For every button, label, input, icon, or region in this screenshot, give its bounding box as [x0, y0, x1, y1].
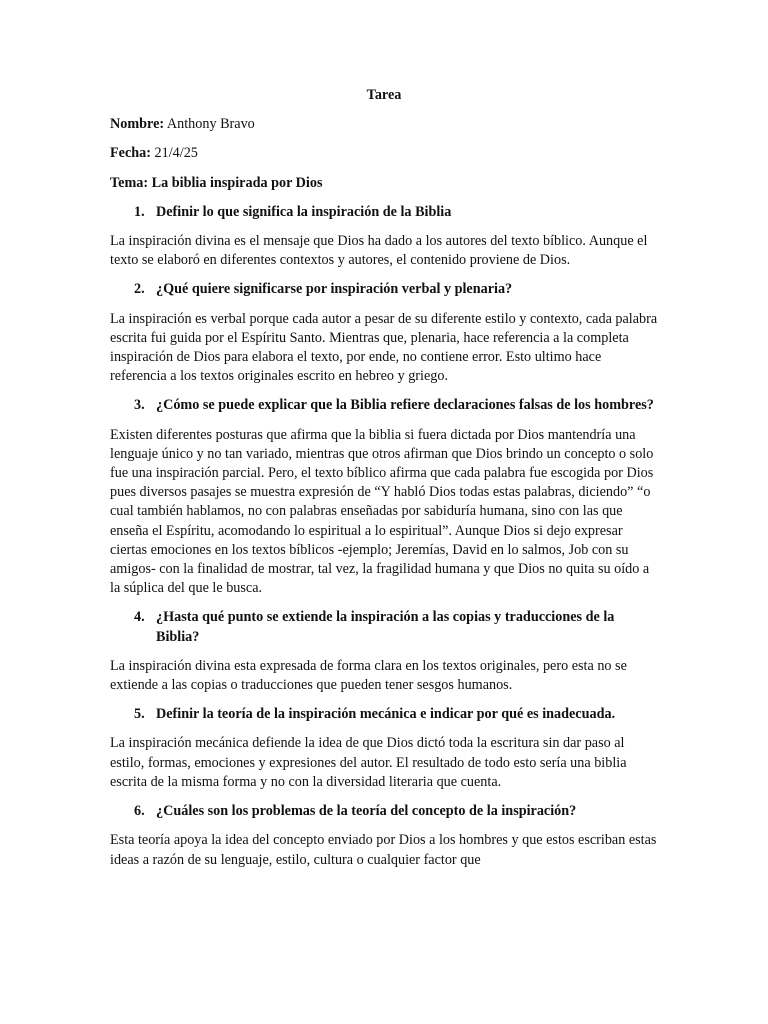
question-number: 3. — [134, 397, 145, 414]
question-6 — [110, 802, 658, 821]
name-line — [110, 115, 658, 134]
answer-2: La inspiración es verbal porque cada autor a pesar de su diferente estilo y contexto, cada palabra escrita fui guida por el Espíritu Santo. Mientras que, plenaria, hace referencia a la completa inspiración de Dios para elabora el texto, por ende, no contiene error. Esto ultimo hace referencia a los textos originales escrito en hebreo y griego. — [110, 310, 658, 385]
answer-3: Existen diferentes posturas que afirma que la biblia si fuera dictada por Dios mantendría una lenguaje único y no tan variado, mientras que otros afirman que Dios brindo un concepto o solo fue una inspiración parcial. Pero, el texto bíblico afirma que cada palabra fue escogida por Dios pues diversos pasajes se muestra expresión de “Y habló Dios todas estas palabras, diciendo” “o cual también hablamos, no con palabras enseñadas por sabiduría humana, sino con las que enseña el Espíritu, acomodando lo espiritual a lo espiritual”. Aunque Dios si dejo expresar ciertas emociones en los textos bíblicos -ejemplo; Jeremías, David en lo salmos, Job con su amigos- con la finalidad de mostrar, tal vez, la fragilidad humana y que Dios no quita su oído a la súplica del que le busca. — [110, 426, 654, 597]
date-value: 21/4/25 — [154, 145, 198, 162]
question-text: Definir lo que significa la inspiración de la Biblia — [156, 203, 452, 220]
document-page — [110, 86, 658, 880]
question-4 — [110, 608, 658, 646]
question-3 — [110, 396, 658, 415]
answer-6: Esta teoría apoya la idea del concepto enviado por Dios a los hombres y que estos escriban estas ideas a razón de su lenguaje, estilo, cultura o cualquier factor que — [110, 832, 657, 868]
answer-4: La inspiración divina esta expresada de forma clara en los textos originales, pero esta no se extiende a las copias o traducciones que pueden tener sesgos humanos. — [110, 657, 627, 694]
question-1 — [110, 203, 658, 222]
date-line — [110, 144, 658, 163]
question-number: 1. — [134, 203, 145, 220]
name-value: Anthony Bravo — [166, 116, 255, 133]
answer-1: La inspiración divina es el mensaje que Dios ha dado a los autores del texto bíblico. Aunque el texto se elaboró en diferentes contextos y autores, el contenido proviene de Dios. — [110, 233, 648, 269]
question-text: Definir la teoría de la inspiración mecánica e indicar por qué es inadecuada. — [156, 706, 616, 723]
question-number: 4. — [134, 609, 145, 626]
question-number: 2. — [134, 281, 145, 298]
topic-line: Tema: La biblia inspirada por Dios — [110, 174, 323, 191]
question-text: ¿Qué quiere significarse por inspiración verbal y plenaria? — [156, 281, 513, 298]
question-number: 6. — [134, 803, 145, 820]
document-title: Tarea — [366, 87, 402, 103]
answer-5: La inspiración mecánica defiende la idea de que Dios dictó toda la escritura sin dar paso al estilo, formas, emociones y expresiones del autor. El resultado de todo esto sería una biblia escrita de la misma forma y no con la diversidad literaria que cuenta. — [110, 735, 627, 790]
question-text: ¿Cómo se puede explicar que la Biblia refiere declaraciones falsas de los hombres? — [156, 397, 654, 414]
name-label: Nombre: — [110, 116, 165, 133]
question-number: 5. — [134, 706, 145, 723]
question-text: ¿Cuáles son los problemas de la teoría del concepto de la inspiración? — [156, 803, 577, 820]
question-2 — [110, 280, 658, 299]
date-label: Fecha: — [110, 145, 151, 162]
question-text: ¿Hasta qué punto se extiende la inspiración a las copias y traducciones de la Biblia? — [156, 609, 615, 645]
question-5 — [110, 705, 658, 724]
